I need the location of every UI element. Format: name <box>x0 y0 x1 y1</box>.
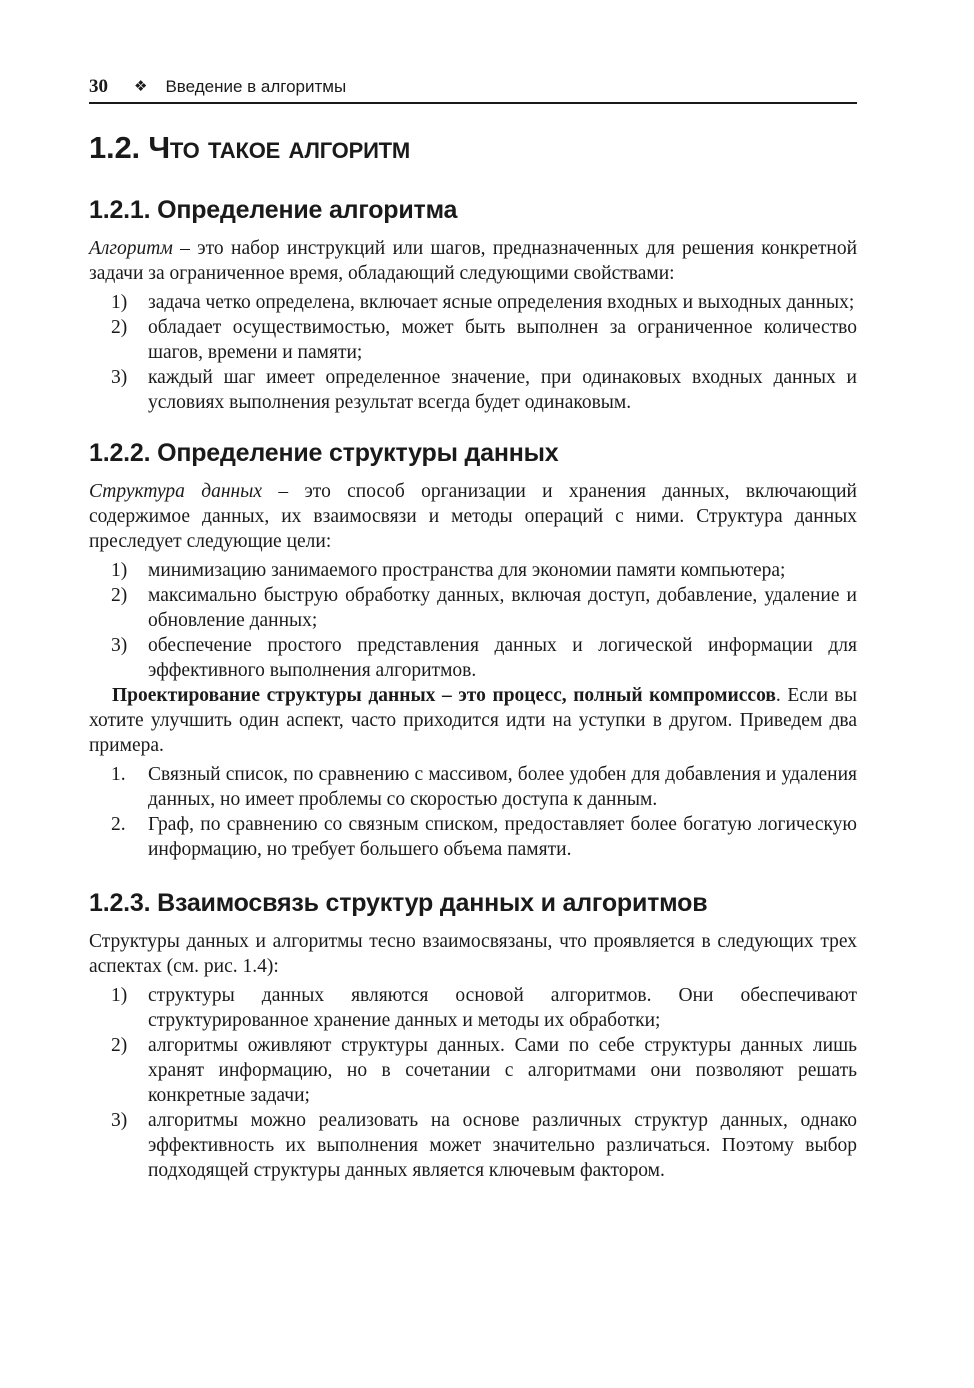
list-item <box>89 762 857 812</box>
list-number: 2) <box>111 585 128 606</box>
list-number: 1) <box>111 292 128 313</box>
list-text: Связный список, по сравнению с массивом, более удобен для добавления и удаления данных, но имеет проблемы со скоростью доступа к данным. <box>148 764 857 810</box>
subsection-title-3: 1.2.3. Взаимосвязь структур данных и алгоритмов <box>89 889 708 917</box>
list-item <box>89 1033 857 1108</box>
page-number: 30 <box>89 76 108 97</box>
tradeoff-paragraph <box>89 683 857 758</box>
subsection-title-2: 1.2.2. Определение структуры данных <box>89 439 559 467</box>
list-text: каждый шаг имеет определенное значение, при одинаковых входных данных и условиях выполнения результат всегда будет одинаковым. <box>148 367 857 413</box>
definition-paragraph-algorithm <box>89 236 857 286</box>
properties-list <box>89 290 857 415</box>
list-number: 2. <box>111 814 126 835</box>
list-item <box>89 558 857 583</box>
subsection-title-1: 1.2.1. Определение алгоритма <box>89 196 458 224</box>
definition-text: – это набор инструкций или шагов, предназначенных для решения конкретной задачи за ограниченное время, обладающий следующими свойствами: <box>89 238 857 284</box>
list-text: обеспечение простого представления данных и логической информации для эффективного выполнения алгоритмов. <box>148 635 857 681</box>
aspects-list <box>89 983 857 1183</box>
goals-list <box>89 558 857 683</box>
term-data-structure: Структура данных <box>89 481 263 502</box>
list-number: 1. <box>111 764 126 785</box>
definition-text: – это способ организации и хранения данных, включающий содержимое данных, их взаимосвязи и методы операций с ними. Структура данных преследует следующие цели: <box>89 481 857 552</box>
list-number: 3) <box>111 367 128 388</box>
list-item <box>89 812 857 862</box>
list-item <box>89 290 857 315</box>
definition-paragraph-data-structure <box>89 479 857 554</box>
list-text: алгоритмы можно реализовать на основе различных структур данных, однако эффективность их выполнения может значительно различаться. Поэтому выбор подходящей структуры данных является ключевым фактором. <box>148 1110 857 1181</box>
examples-list <box>89 762 857 862</box>
list-number: 2) <box>111 1035 128 1056</box>
book-page <box>89 72 857 1183</box>
list-number: 1) <box>111 560 128 581</box>
list-text: структуры данных являются основой алгоритмов. Они обеспечивают структурированное хранение данных и методы их обработки; <box>148 985 857 1031</box>
list-text: обладает осуществимостью, может быть выполнен за ограниченное количество шагов, времени и памяти; <box>148 317 857 363</box>
running-header <box>89 72 857 104</box>
list-number: 3) <box>111 1110 128 1131</box>
section-title-text: Что такое алгоритм <box>148 130 411 165</box>
list-text: задача четко определена, включает ясные определения входных и выходных данных; <box>148 292 855 313</box>
tradeoff-bold-lead: Проектирование структуры данных – это процесс, полный компромиссов <box>112 685 776 706</box>
list-text: Граф, по сравнению со связным списком, предоставляет более богатую логическую информацию, но требует большего объема памяти. <box>148 814 857 860</box>
list-number: 1) <box>111 985 128 1006</box>
list-text: алгоритмы оживляют структуры данных. Сами по себе структуры данных лишь хранят информацию, но в сочетании с алгоритмами они позволяют решать конкретные задачи; <box>148 1035 857 1106</box>
tradeoff-text: . Если вы хотите улучшить один аспект, часто приходится идти на уступки в другом. Приведем два примера. <box>89 685 857 756</box>
list-item <box>89 633 857 683</box>
relationship-intro: Структуры данных и алгоритмы тесно взаимосвязаны, что проявляется в следующих трех аспектах (см. рис. 1.4): <box>89 931 857 977</box>
list-item <box>89 983 857 1033</box>
ornament-icon: ❖ <box>134 78 148 95</box>
list-item <box>89 365 857 415</box>
section-number: 1.2. <box>89 130 140 165</box>
list-text: минимизацию занимаемого пространства для экономии памяти компьютера; <box>148 560 786 581</box>
term-algorithm: Алгоритм <box>89 238 173 259</box>
list-number: 3) <box>111 635 128 656</box>
list-item <box>89 1108 857 1183</box>
list-text: максимально быструю обработку данных, включая доступ, добавление, удаление и обновление данных; <box>148 585 857 631</box>
running-title: Введение в алгоритмы <box>165 77 347 96</box>
list-item <box>89 315 857 365</box>
section-title <box>89 124 857 172</box>
list-item <box>89 583 857 633</box>
list-number: 2) <box>111 317 128 338</box>
